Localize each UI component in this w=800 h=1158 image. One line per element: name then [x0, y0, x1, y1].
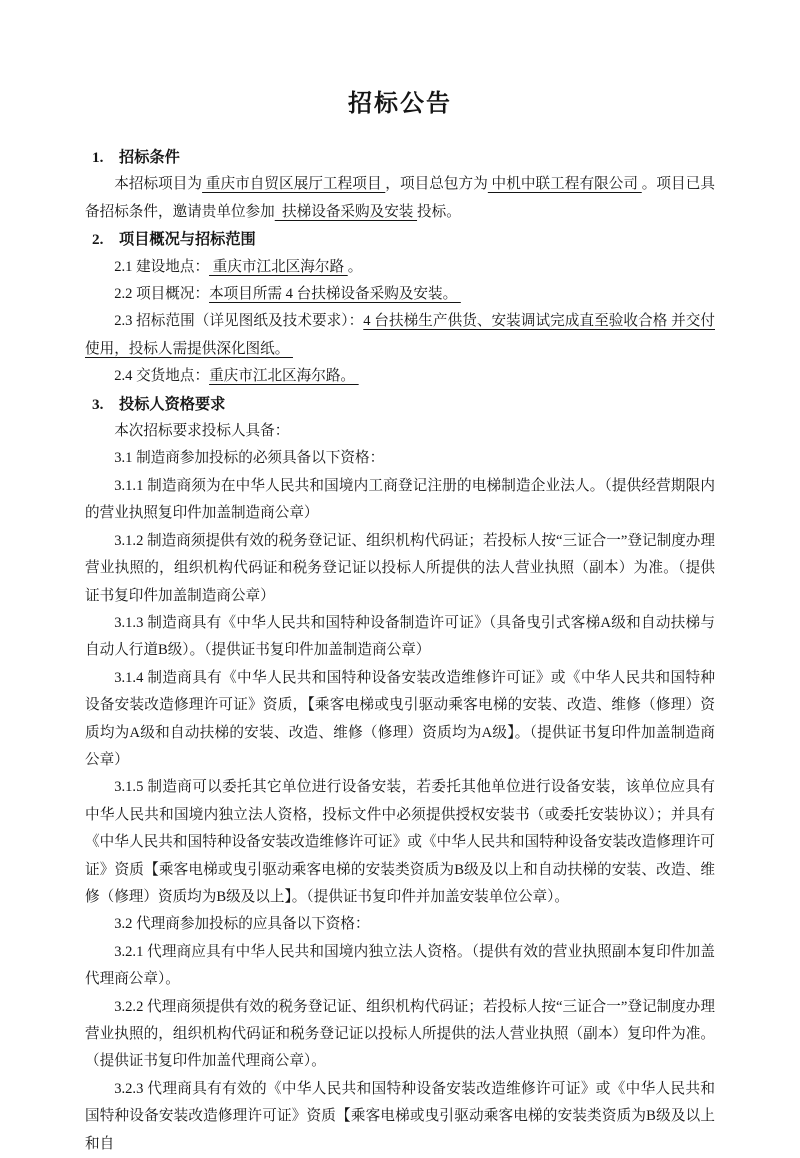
section-1-number: 1.: [92, 149, 104, 166]
item-2-3: [85, 308, 715, 363]
section-1-label: 招标条件: [119, 149, 180, 166]
document-title: 招标公告: [348, 91, 452, 117]
tender-scope-value: 4 台扶梯生产供货、安装调试完成直至验收合格 并交付使用，投标人需提供深化图纸。: [85, 313, 715, 357]
section-3-number: 3.: [92, 395, 104, 413]
text-run: 2.1 建设地点：: [114, 258, 210, 275]
item-3-1: 3.1 制造商参加投标的必须具备以下资格：: [114, 450, 385, 467]
item-3-2-3: 3.2.3 代理商具有有效的《中华人民共和国特种设备安装改造维修许可证》或《中华人民共和国特种设备安装改造修理许可证》资质【乘客电梯或曳引驱动乘客电梯的安装类资质为B级及以上和自: [85, 1080, 715, 1152]
section-1-heading: [85, 144, 715, 171]
general-contractor-value: 中机中联工程有限公司: [487, 176, 642, 193]
delivery-site-value: 重庆市江北区海尔路。: [209, 368, 359, 385]
project-overview-value: 本项目所需 4 台扶梯设备采购及安装。: [209, 286, 461, 303]
item-3-2-2: 3.2.2 代理商须提供有效的税务登记证、组织机构代码证；若投标人按“三证合一”登记制度办理营业执照的，组织机构代码证和税务登记证以投标人所提供的法人营业执照（副本）复印件为准。（提供证书复印件加盖代理商公章）。: [85, 998, 715, 1070]
section-2-number: 2.: [92, 231, 104, 249]
project-name-value: 重庆市自贸区展厅工程项目: [202, 176, 386, 193]
bid-package-value: 扶梯设备采购及安装: [274, 203, 418, 220]
item-2-4: [85, 363, 715, 390]
text-run: 。: [347, 258, 363, 275]
section-3-heading: [85, 391, 715, 418]
text-run: 投标。: [417, 203, 461, 220]
item-2-2: [85, 281, 715, 308]
item-3-1-5: 3.1.5 制造商可以委托其它单位进行设备安装，若委托其他单位进行设备安装，该单位应具有中华人民共和国境内独立法人资格，投标文件中必须提供授权安装书（或委托安装协议）；并具有《中华人民共和国特种设备安装改造维修许可证》或《中华人民共和国特种设备安装改造修理许可证》资质【乘客电梯或曳引驱动乘客电梯的安装类资质为B级及以上和自动扶梯的安装、改造、维修（修理）资质均为B级及以上】。（提供证书复印件并加盖安装单位公章）。: [85, 779, 715, 905]
item-3-1-2: 3.1.2 制造商须提供有效的税务登记证、组织机构代码证；若投标人按“三证合一”登记制度办理营业执照的，组织机构代码证和税务登记证以投标人所提供的法人营业执照（副本）为准。（提供证书复印件加盖制造商公章）: [85, 532, 715, 604]
section-3-label: 投标人资格要求: [119, 395, 226, 413]
item-3-2-1: 3.2.1 代理商应具有中华人民共和国境内独立法人资格。（提供有效的营业执照副本复印件加盖代理商公章）。: [85, 943, 715, 988]
section-2-label: 项目概况与招标范围: [119, 231, 256, 249]
text-run: 。项目已具备招标条件，邀请贵单位参加: [85, 176, 715, 220]
text-run: 2.4 交货地点：: [114, 368, 210, 385]
item-3-2: 3.2 代理商参加投标的应具备以下资格：: [114, 916, 370, 933]
text-run: 2.3 招标范围（详见图纸及技术要求）：: [114, 313, 364, 330]
section-2-heading: [85, 226, 715, 253]
text-run: 本招标项目为: [114, 176, 203, 193]
section-3-intro: 本次招标要求投标人具备：: [114, 423, 290, 440]
text-run: 2.2 项目概况：: [114, 286, 210, 303]
item-2-1: [85, 254, 715, 281]
construction-site-value: 重庆市江北区海尔路: [209, 258, 348, 275]
item-3-1-1: 3.1.1 制造商须为在中华人民共和国境内工商登记注册的电梯制造企业法人。（提供经营期限内的营业执照复印件加盖制造商公章）: [85, 477, 715, 522]
text-run: ，项目总包方为: [385, 176, 488, 193]
item-3-1-3: 3.1.3 制造商具有《中华人民共和国特种设备制造许可证》（具备曳引式客梯A级和自动扶梯与自动人行道B级）。（提供证书复印件加盖制造商公章）: [85, 614, 715, 659]
item-3-1-4: 3.1.4 制造商具有《中华人民共和国特种设备安装改造维修许可证》或《中华人民共和国特种设备安装改造修理许可证》资质，【乘客电梯或曳引驱动乘客电梯的安装、改造、维修（修理）资质均为A级和自动扶梯的安装、改造、维修（修理）资质均为A级】。（提供证书复印件加盖制造商公章）: [85, 669, 715, 768]
section-1-paragraph: [85, 171, 715, 226]
